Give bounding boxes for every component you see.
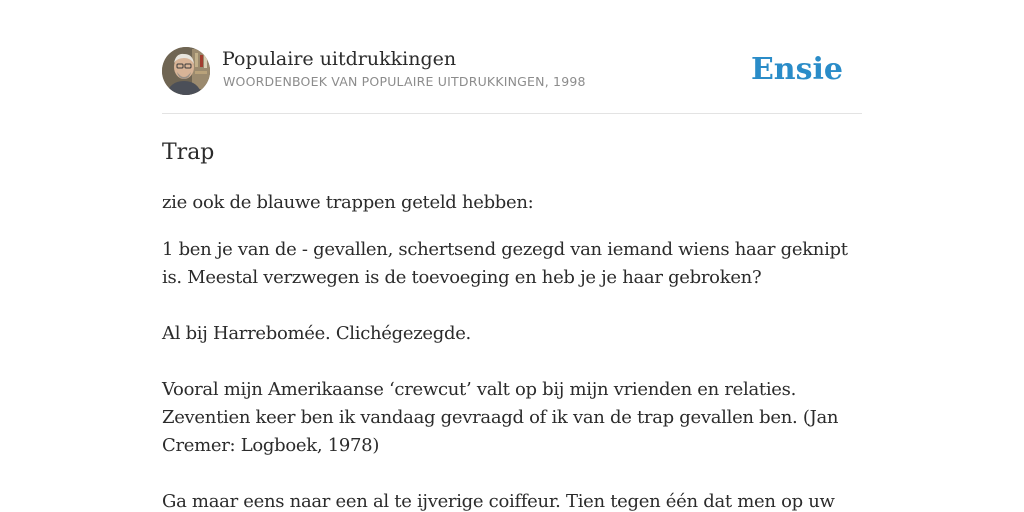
source-subtitle: WOORDENBOEK VAN POPULAIRE UITDRUKKINGEN, 1998 [223, 74, 586, 89]
author-portrait-icon [162, 47, 210, 95]
entry-content [162, 137, 862, 512]
source-header [162, 47, 862, 95]
see-also-text: zie ook de blauwe trappen geteld hebben: [162, 192, 534, 213]
entry-paragraph: Vooral mijn Amerikaanse ‘crewcut’ valt op bij mijn vrienden en relaties. Zeventien keer ben ik vandaag gevraagd of ik van de trap gevallen ben. (Jan Cremer: Logboek, 1978) [162, 379, 839, 456]
entry-paragraph: Al bij Harrebomée. Clichégezegde. [162, 323, 471, 344]
entry-title: Trap [162, 140, 215, 165]
entry-paragraph: Ga maar eens naar een al te ijverige coiffeur. Tien tegen één dat men op uw [162, 491, 835, 512]
header-divider [162, 113, 862, 114]
avatar[interactable] [162, 47, 210, 95]
ensie-logo-link[interactable]: Ensie [750, 52, 843, 87]
entry-paragraph: 1 ben je van de - gevallen, schertsend gezegd van iemand wiens haar geknipt is. Meestal verzwegen is de toevoeging en heb je je haar gebroken? [162, 239, 848, 288]
source-title[interactable]: Populaire uitdrukkingen [222, 48, 457, 70]
